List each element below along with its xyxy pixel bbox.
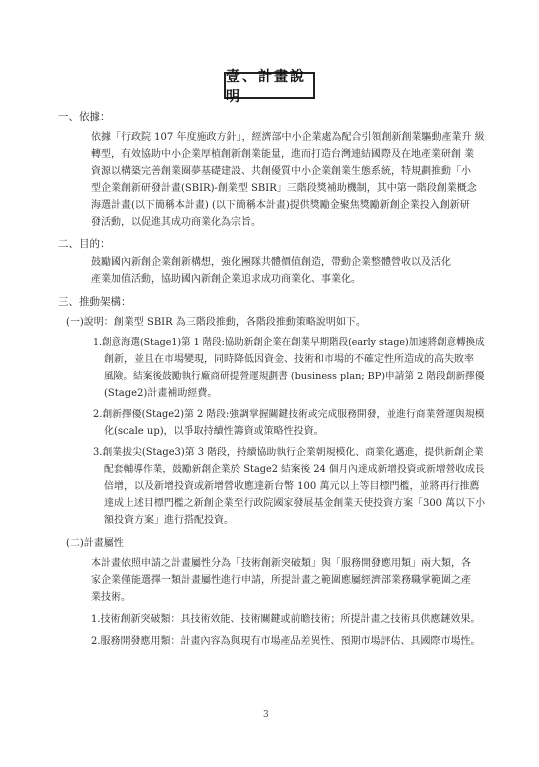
stage3-line-3: 倍增，以及新增投資或新增營收應達新台幣 100 萬元以上等目標門檻，並將再行推薦 xyxy=(104,481,480,492)
basis-line-2: 轉型，有效協助中小企業厚植創新創業能量，進而打造台灣連結國際及在地產業研創 業 xyxy=(91,149,475,160)
sub2-intro-line-2: 家企業僅能選擇一類計畫屬性進行申請，所提計畫之範圍應屬經濟部業務職掌範圍之產 xyxy=(91,575,471,586)
stage1-line-3: 風險。結案後鼓勵執行廠商研提營運規劃書 (business plan; BP)申請第 2 階段創新擇優 xyxy=(104,371,485,382)
stage2-line-1: 2.創新擇優(Stage2)第 2 階段:強調掌握關鍵技術或完成服務開發，並進行商業營運與規模 xyxy=(93,409,485,420)
sub2-intro-line-3: 業技術。 xyxy=(91,592,131,603)
page-number: 3 xyxy=(263,710,269,720)
sub2-intro-line-1: 本計畫依照申請之計畫屬性分為「技術創新突破類」與「服務開發應用類」兩大類，各 xyxy=(91,558,471,569)
basis-line-4: 型企業創新研發計畫(SBIR)-創業型 SBIR」三階段獎補助機制，其中第一階段創業概念 xyxy=(91,183,477,194)
stage1-line-1: 1.創意海選(Stage1)第 1 階段:協助新創企業在創業早期階段(early stage)加速將創意轉換成 xyxy=(93,337,485,348)
basis-line-5: 海選計畫(以下簡稱本計畫) (以下簡稱本計畫)提供獎勵金聚焦獎勵新創企業投入創新研 xyxy=(91,200,470,211)
purpose-line-2: 產業加值活動，協助國內新創企業追求成功商業化、事業化。 xyxy=(91,274,361,285)
sub2-item-1: 1.技術創新突破類：具技術效能、技術關鍵或前瞻技術；所提計畫之技術具供應鏈效果。 xyxy=(91,614,481,625)
stage2-line-2: 化(scale up)，以爭取持續性籌資或策略性投資。 xyxy=(104,426,324,437)
purpose-heading: 二、目的： xyxy=(58,238,111,250)
page-title: 壹、計畫說明 xyxy=(224,72,315,99)
stage1-line-4: (Stage2)計畫補助經費。 xyxy=(104,388,218,399)
stage3-line-5: 額投資方案」進行搭配投資。 xyxy=(104,515,234,526)
basis-line-1: 依據「行政院 107 年度施政方針」，經濟部中小企業處為配合引領創新創業驅動產業升 級 xyxy=(91,132,485,143)
stage3-line-4: 達成上述目標門檻之新創企業至行政院國家發展基金創業天使投資方案「300 萬以下小 xyxy=(104,498,486,509)
basis-heading: 一、依據： xyxy=(58,111,111,123)
basis-line-3: 資源以構築完善創業圈夢基礎建設、共創優質中小企業創業生態系統，特規劃推動「小 xyxy=(91,166,471,177)
framework-sub1-heading: (一)說明：創業型 SBIR 為三階段推動，各階段推動策略說明如下。 xyxy=(66,317,366,328)
sub2-item-2: 2.服務開發應用類：計畫內容為與現有市場產品差異性、預期市場評估、具國際市場性。 xyxy=(91,636,481,647)
stage3-line-2: 配套輔導作業，鼓勵新創企業於 Stage2 結案後 24 個月內達成新增投資或新增營收成長 xyxy=(104,464,485,475)
purpose-line-1: 鼓勵國內新創企業創新構想，強化團隊共體價值創造，帶動企業整體營收以及活化 xyxy=(91,257,451,268)
stage1-line-2: 創新，並且在市場變現，同時降低因資金、技術和市場的不確定性所造成的高失敗率 xyxy=(104,354,474,365)
framework-sub2-heading: (二)計畫屬性 xyxy=(66,538,124,549)
framework-heading: 三、推動架構： xyxy=(58,296,132,308)
basis-line-6: 發活動，以促進其成功商業化為宗旨。 xyxy=(91,217,261,228)
stage3-line-1: 3.創業拔尖(Stage3)第 3 階段，持續協助執行企業朝規模化、商業化邁進，提供新創企業 xyxy=(93,447,484,458)
